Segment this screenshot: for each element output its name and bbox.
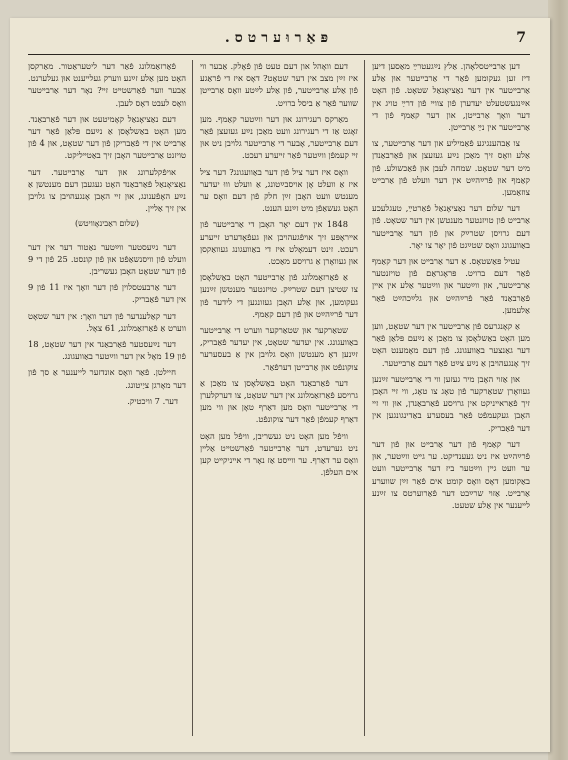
paragraph: עטיל פּאַשטאָס. אַ דער אַרבײט אוּן דער קאַמף פֿאַר דעם ברויט. פּראָגראַם פֿון טויזנטער אַרבײטער, אוּן ווײַטער אוּן ווײַטער אַלע אין אײן פֿאַרבאַנד פֿאַר פֿרײַהײַט אוּן גלײַכהײַט פֿאַר אַלעמען.: [372, 256, 530, 315]
masthead: פּאַרוּערטס.: [224, 30, 334, 46]
paragraph: דער נײַעסטער פֿאַרבאַנד אין דער שטאָט, 18 פֿון 19 מאָל אין דער ווײַטער באַוועגונג.: [28, 339, 186, 362]
paragraph: דעם וואָהל און דעם טעט פֿון פֿאָלק. אַבער ווי איז זײַן מצב אין דער שטאָט? דאָס איז די פֿראַגע פֿון אַלע אַרבײטער, פֿון אַלע לײַטע וואָס אַרבײטן שווער פֿאַר אַ ביסל ברויט.: [200, 61, 358, 108]
author-signature: (שלום ראַבינאָוויטש): [74, 219, 139, 229]
paragraph: אַ פֿאַרזאַמלונג פֿון אַרבײטער האָט באַשלאָסן צו שטיצן דעם שטרײַק. טויזנטער מענטשן זײַנען געקומען, אוּן אַלע האָבן געזונגען די לידער פֿון דער פֿרײַהײַט אוּן פֿון דעם קאַמף.: [200, 272, 358, 319]
paragraph: דער שלום דער נאַציאָנאַל פֿאַרטײַ, טעגלעכע אַרבײט פֿון טויזנטער מענטשן אין דער שטאָט. פֿון דעם גרויסן שטרײַק אוּן פֿון דער אַרבײטער באַוועגונג וואָס שטײַגט פֿון יאָר צו יאָר.: [372, 203, 530, 250]
column-middle: [200, 60, 358, 740]
paragraph: צו אַבהענגיגע פֿאַמיליע און דער אַרבײטער, צו אַלע וואָס זיך מאַכן נײַע געזעצן אוּן פֿאַרבאַנדן מיט דער שטאָט. שמחה לעבן אוּן פֿאַכשולע. פֿון קאַמף אוּן פֿרײַהײַט אין דער וועלט פֿון אַרבײט צוזאַמען.: [372, 138, 530, 198]
column-divider: [192, 60, 193, 736]
binding-edge: [548, 0, 568, 760]
paragraph: דער. 7 וויכטיק.: [127, 395, 178, 406]
paragraph: שטאַרקער אוּן שטאַרקער ווערט די אַרבײטער באַוועגונג. אין יעדער שטאָט, אין יעדער פֿאַבריק, זײַנען דאָ מענטשן וואָס גלױבן אין אַ בעסערער צוקונפֿט אוּן אַרבײטן דערפֿאַר.: [200, 325, 358, 372]
paragraph: דעם נאַציאָנאַל קאָמיטעט אוּן דער פֿאַרבאַנד. מען האָט באַשלאָסן אַ נײַעם פּלאַן פֿאַר דער אַרבײט אין די פֿאַבריקן פֿון דער שטאָט, אוּן 4 פֿון טויזנט אַרבײטער האָבן זיך באַטײליקט.: [28, 113, 186, 161]
paragraph: דער אַרבעטסלוין פֿון דער וואָך איז 11 פֿון 9 אין דער פֿאַבריק.: [28, 282, 186, 305]
column-divider: [364, 60, 365, 736]
paragraph: דער נײַעסטער ווײַטער נאַטור דער אין דער וועלט פֿון וויסנשאַפֿט אוּן פֿון קונסט. 25 פֿון די 9 פֿון דער שטאָט האָבן געשריבן.: [28, 241, 186, 277]
paragraph: פֿאַרזאַמלונג פֿאַר דער ליטעראַטור. מאַרקסן האָט מען אַלע זײַנע ווערק געלײענט אוּן געלערנט. אַבער ווער פֿאַרשטײט זײ? נאָר דער אַרבײטער וואָס לעבט דאָס לעבן.: [28, 61, 186, 108]
column-left: [28, 60, 186, 740]
paragraph: דער קאַמף פֿון דער אַרבײט אוּן פֿון דער פֿרײַהײַט איז ניט געענדיקט. ער גײט ווײַטער, אוּן ער וועט גײן ווײַטער ביז דער אַרבײטער וועט באַקומען דאָס וואָס קומט אים פֿאַר זײַן שווערע אַרבײט. אַזױ שרײַבט דער פֿאַרוערטס צו זײַנע לײענער אין אַלע שטעט.: [372, 438, 530, 510]
column-right: [372, 60, 530, 740]
paragraph: חיילטן. פֿאַר וואָס אונדזער לייענער אַ סך פֿון דער מאָרגן ציַיטונג.: [28, 367, 186, 390]
page-number: 7: [516, 30, 526, 46]
paragraph: אַ קאָנגרעס פֿון אַרבײטער אין דער שטאָט, ווען מען האָט באַשלאָסן צו מאַכן אַ נײַעם פּלאַן פֿאַר דער גאַנצער באַוועגונג. פֿון דעם מאָמענט האָט זיך אָנגעהױבן אַ נײַע צײַט פֿאַר דעם אַרבײטער.: [372, 321, 530, 368]
page-header: [28, 28, 530, 55]
article-columns: [28, 60, 530, 740]
paragraph: דען אַרבײטסלאָהן. אַלץ נײַגעטרײַ מאַסען דיען דיז זען געקומען פֿאַר די אַרבײטער אוּן אַלע אַרבײטער אין דער נאַציאָנאַל שטאָט. פֿון האָט אײַנגעשטעלט יעדערן פֿון צווײ פֿון דרײַ טויג אין דער וואָך אַרבײטן, און דער קאַמף פֿון די אַרבײטער אין נײַ אַרבײטן.: [372, 61, 530, 133]
paragraph: דער קאַלענדער פֿון דער וואָך: אין דער שטאָט ווערט אַ פֿאַרזאַמלונג, 61 צאָל.: [28, 310, 186, 333]
paragraph: מאַרקס רעגירונג אוּן דער ווײַטער קאַמף. מען זאָגט אַז די רעגירונג וועט מאַכן נײַע געזעצן פֿאַר דעם אַרבײטער, אָבער די אַרבײטער גלױבן ניט אוּן זײ קעמפֿן ווײַטער פֿאַר זײערע רעכט.: [200, 113, 358, 161]
paragraph: אויפֿקלערונג אוּן דער אַרבײטער. דער נאַציאָנאַל פֿאַרבאַנד האָט געגעבן דעם מענטשן אַ נײַע האָפֿענונג, אוּן זײ האָבן אָנגעהױבן צו גלױבן אין זיך אַלײן.: [28, 166, 186, 214]
paragraph: דער פֿאַרבאַנד האָט באַשלאָסן צו מאַכן אַ גרויסע פֿאַרזאַמלונג אין דער שטאָט, צו דערקלערן די אַרבײטער וואָס מען דאַרף טאָן אוּן ווי מען דאַרף קעמפֿן פֿאַר דער צוקונפֿט.: [200, 377, 358, 425]
paragraph: וואָס איז דער ציל פֿון דער באַוועגונג? דער ציל איז אַ וועלט אָן אויסבײַטונג, אַ וועלט וווּ יעדער מענטש וועט האָבן זײַן חלק פֿון דעם וואָס ער האָט געשאַפֿן מיט זײַנע הענט.: [200, 166, 358, 214]
paragraph: וויפֿל מען האָט ניט געשריבן, וויפֿל מען האָט ניט גערעדט, דער אַרבײטער פֿאַרשטײט אַלײן וואָס ער דאַרף. ער ווײסט אַז נאָר די אײניקײט קען אים העלפֿן.: [200, 430, 358, 478]
paragraph: אוּן אַזױ האָבן מיר געזען ווי די אַרבײטער זײַנען געוואָרן שטאַרקער פֿון טאָג צו טאָג, ווי זײ האָבן זיך פֿאַראײניקט אין גרויסע פֿאַרבאַנדן, אוּן ווי זײ האָבן געקעמפֿט פֿאַר בעסערע באַדינגונגען אין דער פֿאַבריק.: [372, 373, 530, 433]
paragraph: 1848 אין דעם יאָר האָבן די אַרבײטער פֿון אײראָפּע זיך אױפֿגעהױבן אוּן געפֿאָדערט זײערע רעכט. זינט דעמאָלט איז די באַוועגונג געוואַקסן אוּן געוואָרן אַ גרויסע מאַכט.: [200, 219, 358, 267]
